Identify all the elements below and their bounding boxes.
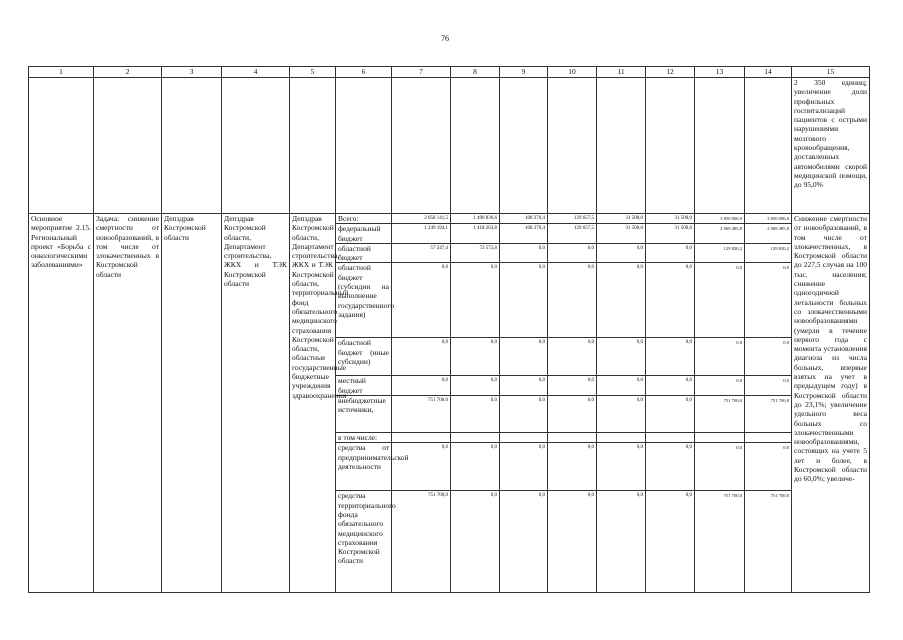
funding-amount: 129 657,5 <box>548 224 597 244</box>
funding-amount: 0,0 <box>548 443 597 491</box>
funding-amount: 0,0 <box>745 263 792 338</box>
funding-amount: 0,0 <box>451 396 500 433</box>
funding-amount: 129 820,2 <box>695 243 745 263</box>
funding-amount <box>597 433 646 443</box>
funding-amount: 751 700,0 <box>695 396 745 433</box>
funding-amount <box>392 433 451 443</box>
funding-source: местный бюджет <box>336 376 392 396</box>
funding-source: Всего: <box>336 214 392 224</box>
funding-amount: 0,0 <box>392 443 451 491</box>
funding-amount: 0,0 <box>500 338 548 376</box>
funding-amount: 0,0 <box>646 263 695 338</box>
col-number: 15 <box>792 67 870 78</box>
funding-amount: 0,0 <box>646 338 695 376</box>
funding-amount: 0,0 <box>451 376 500 396</box>
funding-amount: 0,0 <box>392 376 451 396</box>
col-number: 6 <box>336 67 392 78</box>
funding-amount: 0,0 <box>597 396 646 433</box>
funding-amount: 108 370,4 <box>500 224 548 244</box>
funding-amount: 0,0 <box>646 396 695 433</box>
funding-source: средства территориального фонда обязательного медицинского страхования Костромской области <box>336 491 392 593</box>
funding-amount: 0,0 <box>646 376 695 396</box>
coexecutors: Депздрав Костромской области, Департамент строительства, ЖКХ и ТЭК Костромской области <box>222 214 290 593</box>
col-number: 7 <box>392 67 451 78</box>
funding-amount: 3 850 006,0 <box>695 214 745 224</box>
expected-results: Снижение смертности от новообразований, в том числе от злокачественных, в Костромской области до 227,5 случая на 100 тыс. населения; снижение одногодичной летальности больных со злокачественными новообразованиями (умерли в течение первого года с момента установления диагноза из числа больных, впервые взятых на учет в предыдущем году) в Костромской области до 23,1%; увеличение удельного веса больных со злокачественными новообразованиями, состоящих на учете 5 лет и более, в Костромской области до 60,0%; увеличе- <box>792 214 870 593</box>
activity-name: Основное мероприятие 2.15. Региональный проект «Борьба с онкологическими заболеваниями» <box>29 214 94 593</box>
funding-amount: 0,0 <box>646 491 695 593</box>
funding-amount: 0,0 <box>500 491 548 593</box>
program-table <box>28 66 870 593</box>
funding-source: федеральный бюджет <box>336 224 392 244</box>
responsible-executor: Депздрав Костромской области <box>162 214 222 593</box>
funding-amount: 31 500,0 <box>646 224 695 244</box>
participants: Депздрав Костромской области, Департамент строительства, ЖКХ и ТЭК Костромской области, территориальный фонд обязательного медицинского страхования Костромской области, областные государственные бюджетные учреждения здравоохранения <box>290 214 336 593</box>
column-number-row <box>29 67 870 78</box>
funding-amount: 751 700,0 <box>695 491 745 593</box>
funding-amount <box>451 433 500 443</box>
funding-amount: 0,0 <box>500 443 548 491</box>
funding-amount: 0,0 <box>548 376 597 396</box>
funding-amount: 0,0 <box>597 491 646 593</box>
funding-amount: 1 418 263,8 <box>451 224 500 244</box>
funding-amount: 108 370,4 <box>500 214 548 224</box>
col-number: 9 <box>500 67 548 78</box>
funding-source: в том числе: <box>336 433 392 443</box>
funding-amount: 31 500,0 <box>597 224 646 244</box>
funding-amount: 0,0 <box>500 263 548 338</box>
funding-amount <box>745 433 792 443</box>
funding-amount: 0,0 <box>451 338 500 376</box>
funding-amount: 0,0 <box>548 491 597 593</box>
funding-amount: 751 700,0 <box>392 396 451 433</box>
funding-amount: 31 500,0 <box>646 214 695 224</box>
funding-amount: 1 490 836,6 <box>451 214 500 224</box>
col-number: 13 <box>695 67 745 78</box>
funding-amount: 0,0 <box>392 338 451 376</box>
funding-amount: 0,0 <box>392 263 451 338</box>
funding-amount: 0,0 <box>451 443 500 491</box>
funding-amount: 1 249 194,1 <box>392 224 451 244</box>
funding-amount: 57 247,4 <box>392 243 451 263</box>
funding-amount <box>646 433 695 443</box>
funding-amount: 0,0 <box>548 263 597 338</box>
carry-over-row <box>29 78 870 214</box>
funding-row <box>29 214 870 224</box>
funding-amount: 0,0 <box>597 376 646 396</box>
col-number: 5 <box>290 67 336 78</box>
task-description: Задача: снижение смертности от новообразований, в том числе от злокачественных в Костромской области <box>94 214 162 593</box>
funding-amount: 3 850 006,0 <box>745 214 792 224</box>
col-number: 12 <box>646 67 695 78</box>
col-number: 14 <box>745 67 792 78</box>
funding-source: средства от предпринимательской деятельности <box>336 443 392 491</box>
col-number: 4 <box>222 67 290 78</box>
funding-amount: 72 572,8 <box>451 243 500 263</box>
col-number: 11 <box>597 67 646 78</box>
funding-amount: 0,0 <box>745 338 792 376</box>
funding-amount: 0,0 <box>695 263 745 338</box>
funding-amount: 0,0 <box>646 443 695 491</box>
funding-amount: 2 968 485,8 <box>745 224 792 244</box>
funding-amount: 751 700,0 <box>745 491 792 593</box>
funding-amount: 0,0 <box>451 491 500 593</box>
funding-amount: 751 700,0 <box>392 491 451 593</box>
expected-results-continued: 2 350 единиц; увеличение доли профильных госпитализаций пациентов с острыми нарушениями мозгового кровообращения, доставленных автомобилями скорой медицинской помощи, до 95,0% <box>792 78 870 214</box>
col-number: 3 <box>162 67 222 78</box>
funding-amount: 0,0 <box>500 396 548 433</box>
funding-amount: 0,0 <box>597 263 646 338</box>
funding-amount: 31 500,0 <box>597 214 646 224</box>
funding-amount: 0,0 <box>646 243 695 263</box>
col-number: 2 <box>94 67 162 78</box>
funding-amount: 0,0 <box>500 376 548 396</box>
funding-amount: 0,0 <box>597 338 646 376</box>
page-number: 76 <box>441 34 449 43</box>
funding-amount: 0,0 <box>597 243 646 263</box>
funding-amount: 0,0 <box>695 338 745 376</box>
funding-amount: 0,0 <box>548 243 597 263</box>
col-number: 1 <box>29 67 94 78</box>
funding-amount: 0,0 <box>695 376 745 396</box>
funding-amount: 0,0 <box>597 443 646 491</box>
funding-amount: 2 968 485,8 <box>695 224 745 244</box>
col-number: 8 <box>451 67 500 78</box>
funding-amount <box>548 433 597 443</box>
funding-amount: 129 657,5 <box>548 214 597 224</box>
funding-amount: 0,0 <box>548 338 597 376</box>
funding-source: областной бюджет (субсидии на выполнение государственного задания) <box>336 263 392 338</box>
funding-source: областной бюджет (иные субсидии) <box>336 338 392 376</box>
funding-amount: 0,0 <box>745 376 792 396</box>
funding-amount: 0,0 <box>745 443 792 491</box>
funding-amount: 751 700,0 <box>745 396 792 433</box>
funding-amount: 2 058 141,5 <box>392 214 451 224</box>
funding-amount <box>500 433 548 443</box>
funding-amount: 0,0 <box>695 443 745 491</box>
funding-amount: 0,0 <box>451 263 500 338</box>
funding-amount <box>695 433 745 443</box>
funding-source: областной бюджет <box>336 243 392 263</box>
funding-amount: 0,0 <box>500 243 548 263</box>
funding-amount: 0,0 <box>548 396 597 433</box>
col-number: 10 <box>548 67 597 78</box>
funding-amount: 129 820,2 <box>745 243 792 263</box>
funding-source: внебюджетные источники, <box>336 396 392 433</box>
